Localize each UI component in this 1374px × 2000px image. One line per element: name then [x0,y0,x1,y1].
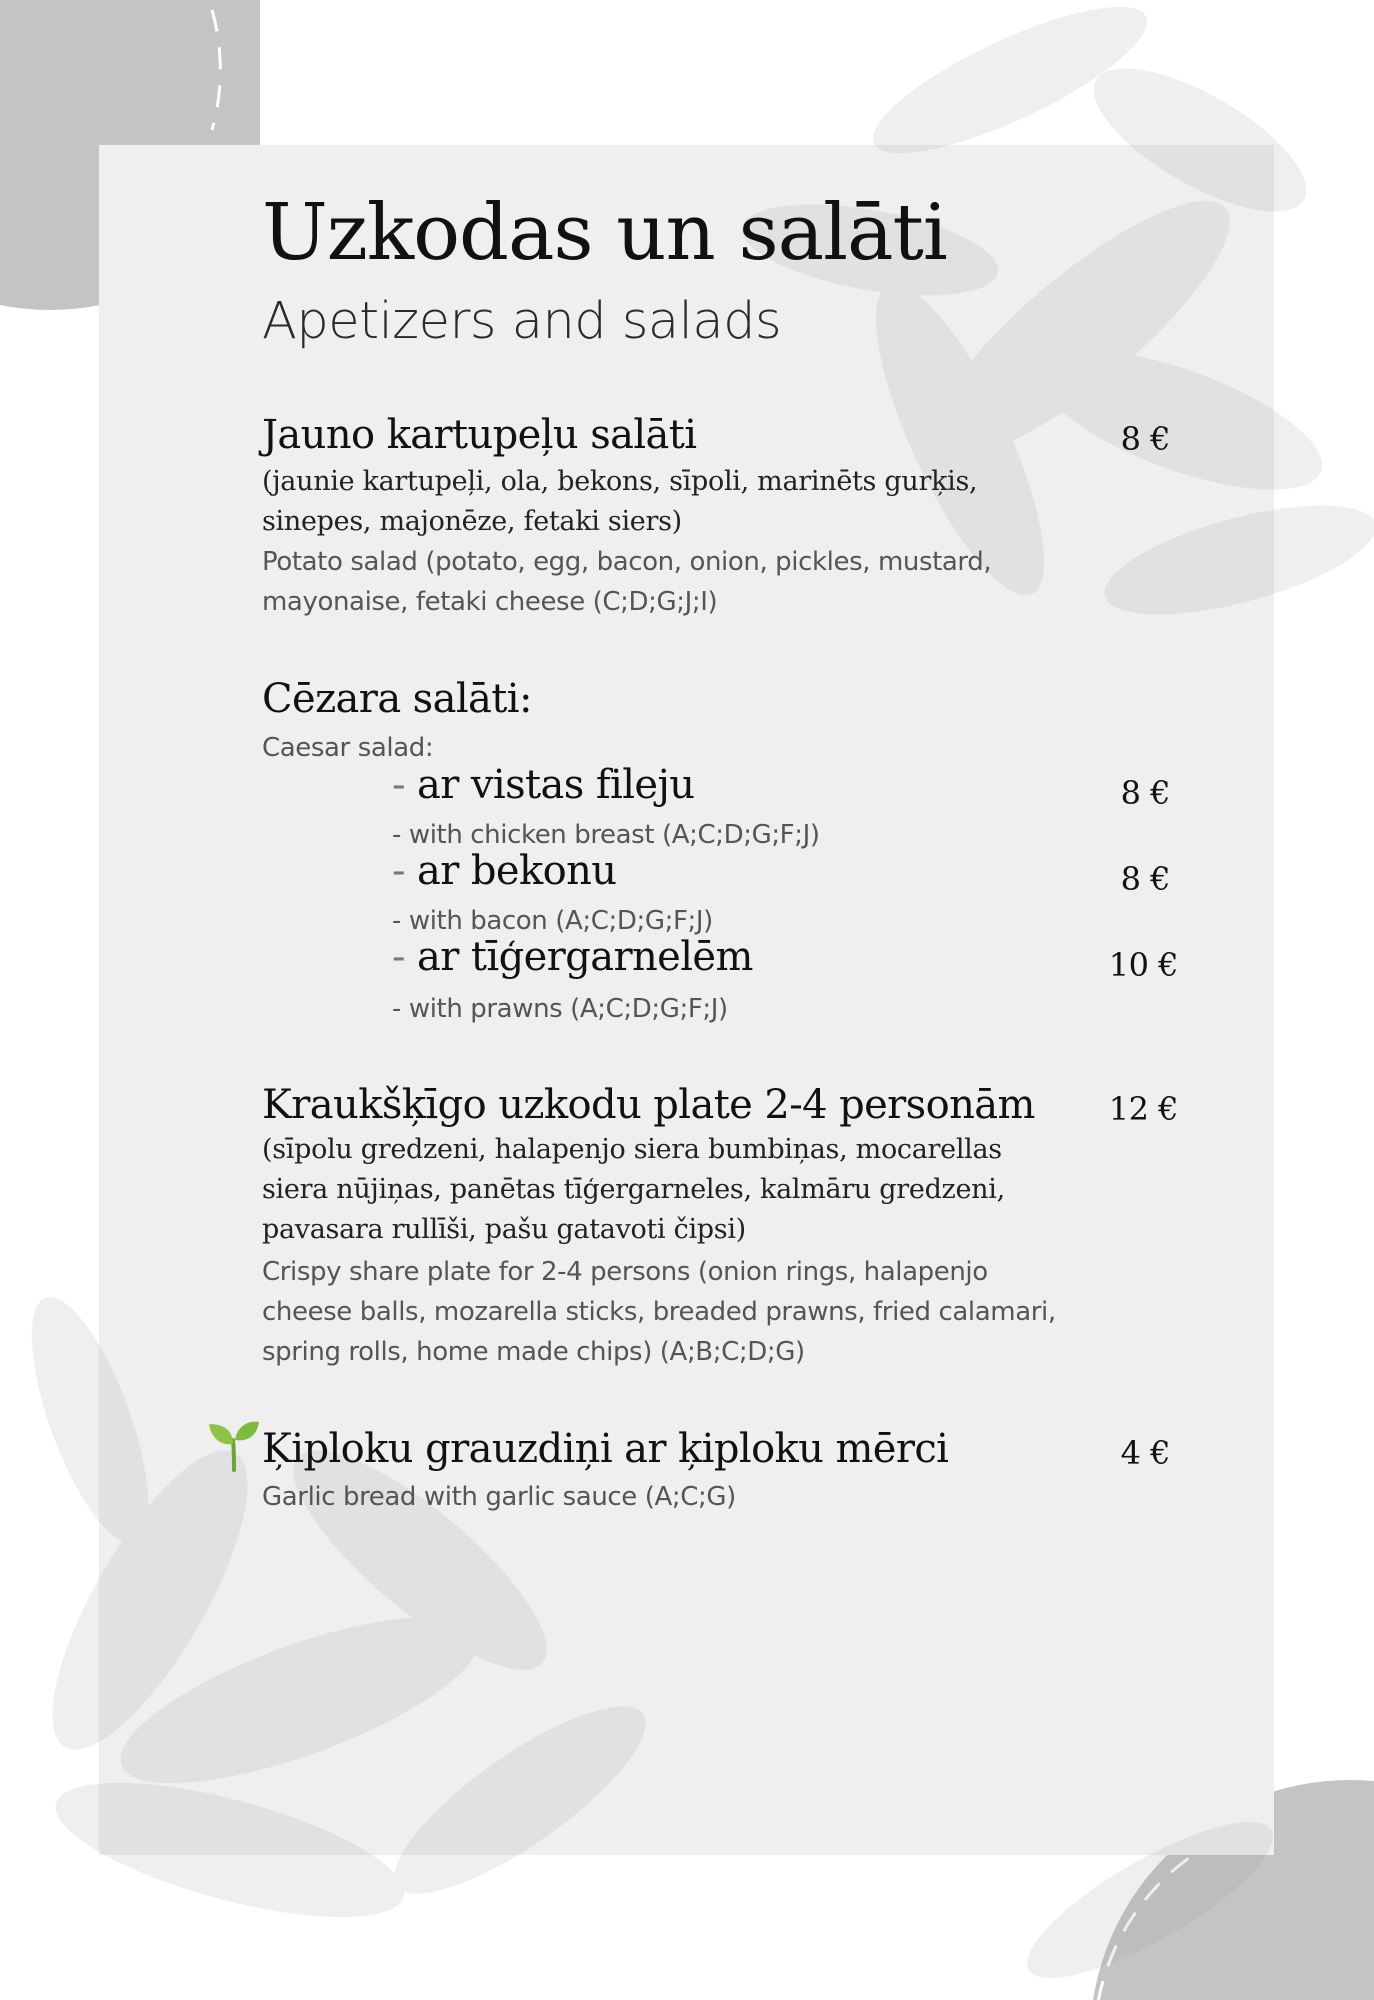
dish-price: 12 € [1108,1090,1178,1128]
dish-option-description-en: - with bacon (A;C;D;G;F;J) [392,906,713,936]
dish-option-name [392,934,753,980]
dish-description-en: Potato salad (potato, egg, bacon, onion, pickles, mustard, mayonaise, fetaki cheese (C;D;G;J;I) [262,547,992,617]
option-label: ar tīģergarnelēm [417,934,753,980]
dish-description-en: Garlic bread with garlic sauce (A;C;G) [262,1482,736,1512]
dish-description-lv: (sīpolu gredzeni, halapenjo siera bumbiņas, mocarellas siera nūjiņas, panētas tīģergarneles, kalmāru gredzeni, pavasara rullīši, pašu gatavoti čipsi) [262,1134,1005,1245]
dish-option-description-en: - with chicken breast (A;C;D;G;F;J) [392,820,820,850]
dish-name: Ķiploku grauzdiņi ar ķiploku mērci [262,1426,949,1472]
dish-name: Kraukšķīgo uzkodu plate 2-4 personām [262,1082,1035,1128]
page-subtitle: Apetizers and salads [262,292,782,351]
dish-description-en: Crispy share plate for 2-4 persons (onion rings, halapenjo cheese balls, mozarella sticks, breaded prawns, fried calamari, spring rolls, home made chips) (A;B;C;D;G) [262,1257,1056,1367]
dish-description-lv: (jaunie kartupeļi, ola, bekons, sīpoli, marinēts gurķis, sinepes, majonēze, fetaki siers) [262,466,978,537]
option-label: ar vistas fileju [417,762,695,808]
dish-price: 4 € [1120,1434,1170,1472]
dish-price: 8 € [1120,420,1170,458]
dash-glyph: - [392,934,405,980]
dish-description-en: Caesar salad: [262,733,434,763]
dish-option-description-en: - with prawns (A;C;D;G;F;J) [392,994,728,1024]
dish-name: Jauno kartupeļu salāti [262,412,697,458]
dish-price: 8 € [1120,774,1170,812]
dish-price: 8 € [1120,860,1170,898]
dish-option-name [392,762,694,808]
option-label: ar bekonu [417,848,617,894]
dash-glyph: - [392,762,405,808]
dash-glyph: - [392,848,405,894]
dish-name: Cēzara salāti: [262,676,532,722]
dish-price: 10 € [1108,946,1178,984]
dish-option-name [392,848,616,894]
vegetarian-sprout-icon [207,1418,261,1472]
page-title: Uzkodas un salāti [262,188,947,278]
